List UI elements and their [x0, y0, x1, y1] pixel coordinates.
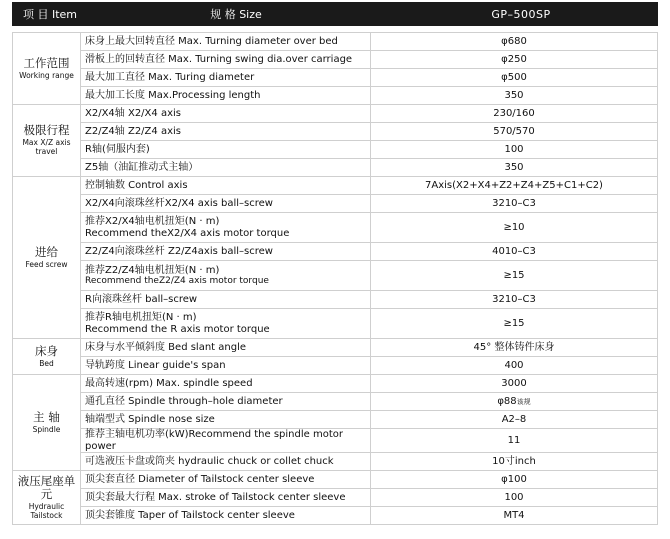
spec-name: Z5轴（油缸推动式主轴）	[81, 159, 371, 177]
spec-value	[371, 393, 658, 411]
table-row	[13, 177, 658, 195]
spec-name-cn: 推荐Z2/Z4轴电机扭矩(N · m)	[85, 264, 220, 276]
spec-name: 可选液压卡盘或筒夹 hydraulic chuck or collet chuck	[81, 453, 371, 471]
table-row	[13, 87, 658, 105]
table-row	[13, 393, 658, 411]
spec-value: 45° 整体铸件床身	[371, 339, 658, 357]
group-title-cn: 液压尾座单元	[17, 473, 76, 501]
group-axis-travel	[13, 105, 81, 177]
group-feed-screw	[13, 177, 81, 339]
spec-value: ≥10	[371, 213, 658, 243]
group-title-en: Max X/Z axis travel	[22, 138, 71, 157]
spec-value: φ100	[371, 471, 658, 489]
spec-value: ≥15	[371, 309, 658, 339]
spec-name: R轴(伺服内套)	[81, 141, 371, 159]
spec-value: MT4	[371, 507, 658, 525]
table-row	[13, 309, 658, 339]
table-row	[13, 69, 658, 87]
spec-value: 3000	[371, 375, 658, 393]
table-row	[13, 357, 658, 375]
group-bed	[13, 339, 81, 375]
table-row	[13, 33, 658, 51]
spec-name-cn: 推荐X2/X4轴电机扭矩(N · m)	[85, 216, 220, 227]
spec-value: 570/570	[371, 123, 658, 141]
table-row	[13, 159, 658, 177]
header-item: 项 目 Item	[22, 8, 78, 21]
group-title-en: Spindle	[32, 424, 61, 434]
spec-name: 床身上最大回转直径 Max. Turning diameter over bed	[81, 33, 371, 51]
spec-name: R向滚珠丝杆 ball–screw	[81, 291, 371, 309]
table-row	[13, 453, 658, 471]
spec-name	[81, 213, 371, 243]
spec-value-note: 该规	[516, 397, 531, 406]
table-row	[13, 213, 658, 243]
spec-name: 顶尖套锥度 Taper of Tailstock center sleeve	[81, 507, 371, 525]
spec-table	[12, 32, 658, 525]
group-title-en: Working range	[19, 70, 74, 80]
spec-name-cn: 推荐R轴电机扭矩(N · m)	[85, 312, 197, 323]
table-row	[13, 243, 658, 261]
spec-value: 400	[371, 357, 658, 375]
table-row	[13, 261, 658, 291]
spec-value: φ680	[371, 33, 658, 51]
spec-name-en: Recommend theX2/X4 axis motor torque	[85, 227, 290, 239]
spec-name: 顶尖套最大行程 Max. stroke of Tailstock center sleeve	[81, 489, 371, 507]
table-row	[13, 51, 658, 69]
table-row	[13, 507, 658, 525]
spec-name: 推荐主轴电机功率(kW)Recommend the spindle motor power	[81, 429, 371, 453]
group-title-cn: 工作范围	[23, 55, 70, 70]
spec-name: Z2/Z4向滚珠丝杆 Z2/Z4axis ball–screw	[81, 243, 371, 261]
spec-name	[81, 309, 371, 339]
spec-value: 10寸inch	[371, 453, 658, 471]
spec-name: 滑板上的回转直径 Max. Turning swing dia.over carriage	[81, 51, 371, 69]
spec-value: 3210–C3	[371, 195, 658, 213]
spec-name: Z2/Z4轴 Z2/Z4 axis	[81, 123, 371, 141]
group-tailstock	[13, 471, 81, 525]
group-title-en: Bed	[39, 358, 54, 368]
table-row	[13, 123, 658, 141]
table-row	[13, 411, 658, 429]
spec-name: 床身与水平倾斜度 Bed slant angle	[81, 339, 371, 357]
group-title-cn: 主 轴	[33, 409, 60, 424]
group-title-en: Feed screw	[25, 259, 68, 269]
spec-name-en: Recommend the R axis motor torque	[85, 323, 270, 335]
group-working-range	[13, 33, 81, 105]
spec-value: φ250	[371, 51, 658, 69]
table-row	[13, 195, 658, 213]
group-title-en: Hydraulic Tailstock	[28, 502, 65, 520]
spec-name	[81, 261, 371, 291]
spec-value: A2–8	[371, 411, 658, 429]
spec-name: X2/X4轴 X2/X4 axis	[81, 105, 371, 123]
spec-value-main: φ88	[497, 395, 517, 407]
table-row	[13, 105, 658, 123]
spec-name: 控制轴数 Control axis	[81, 177, 371, 195]
spec-name: 最高转速(rpm) Max. spindle speed	[81, 375, 371, 393]
table-row	[13, 429, 658, 453]
spec-value: 350	[371, 159, 658, 177]
spec-name: 最大加工直径 Max. Turing diameter	[81, 69, 371, 87]
table-row	[13, 471, 658, 489]
table-row	[13, 489, 658, 507]
spec-value: 4010–C3	[371, 243, 658, 261]
spec-value: φ500	[371, 69, 658, 87]
spec-name: 最大加工长度 Max.Processing length	[81, 87, 371, 105]
spec-value: 100	[371, 141, 658, 159]
header-model: GP–500SP	[491, 7, 551, 21]
spec-value: 230/160	[371, 105, 658, 123]
spec-value: ≥15	[371, 261, 658, 291]
group-title-cn: 进给	[35, 244, 58, 259]
spec-value: 7Axis(X2+X4+Z2+Z4+Z5+C1+C2)	[371, 177, 658, 195]
table-header	[12, 2, 658, 26]
spec-name: 通孔直径 Spindle through–hole diameter	[81, 393, 371, 411]
spec-name-en: Recommend theZ2/Z4 axis motor torque	[85, 276, 269, 287]
table-row	[13, 141, 658, 159]
spec-value: 3210–C3	[371, 291, 658, 309]
header-size: 规 格 Size	[210, 8, 262, 21]
spec-name: 轴端型式 Spindle nose size	[81, 411, 371, 429]
group-title-cn: 床身	[35, 343, 58, 358]
spec-name: X2/X4向滚珠丝杆X2/X4 axis ball–screw	[81, 195, 371, 213]
table-row	[13, 375, 658, 393]
spec-name: 顶尖套直径 Diameter of Tailstock center sleeve	[81, 471, 371, 489]
table-row	[13, 339, 658, 357]
group-spindle	[13, 375, 81, 471]
group-title-cn: 极限行程	[23, 123, 70, 138]
spec-value: 100	[371, 489, 658, 507]
spec-value: 350	[371, 87, 658, 105]
spec-name: 导轨跨度 Linear guide's span	[81, 357, 371, 375]
table-row	[13, 291, 658, 309]
spec-value: 11	[371, 429, 658, 453]
